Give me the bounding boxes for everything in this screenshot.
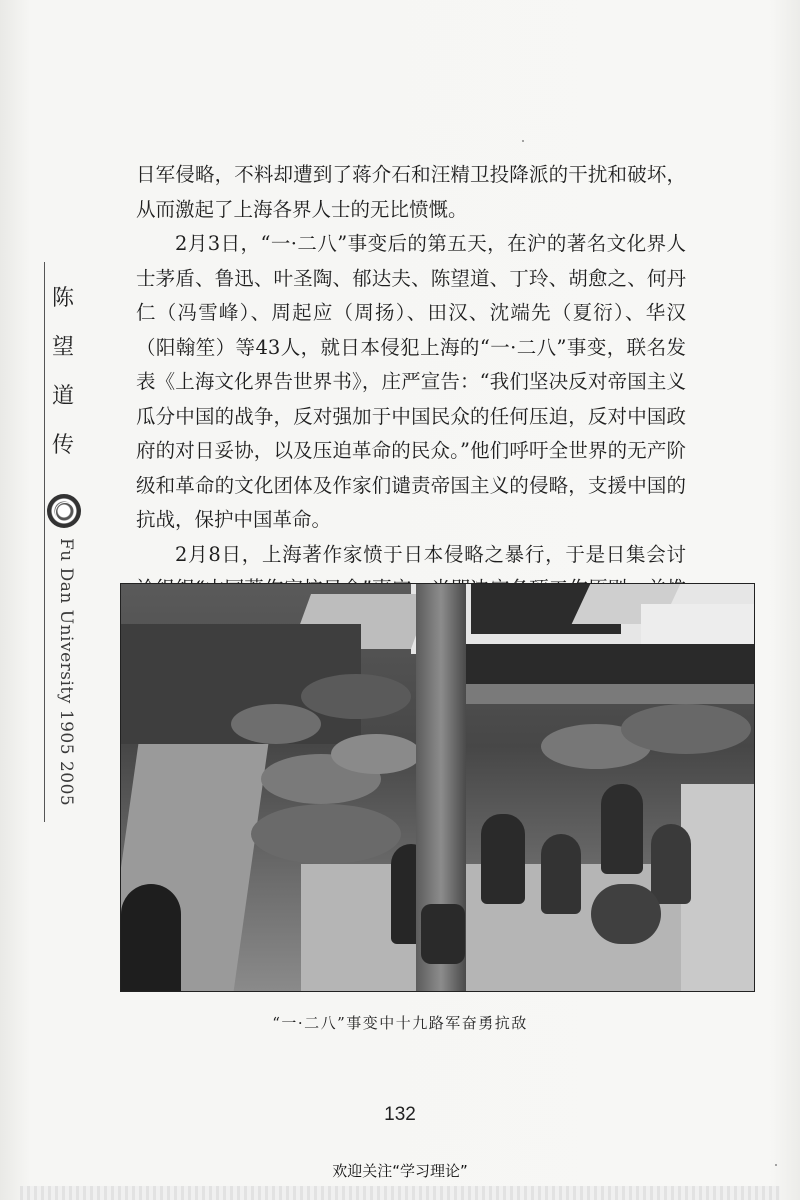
- sidebar-title-char: 道: [51, 384, 74, 409]
- sidebar-book-title: [48, 288, 78, 484]
- paragraph: 2月8日，上海著作家愤于日本侵略之暴行，于是日集会讨: [175, 542, 686, 566]
- sidebar-title-char: 望: [51, 335, 74, 360]
- body-text: [136, 158, 686, 641]
- sidebar-title-char: 陈: [51, 286, 74, 311]
- paragraph: 日军侵略，不料却遭到了蒋介石和汪精卫投降派的干扰和破坏，从而激起了上海各界人士的无比愤慨。: [136, 163, 686, 221]
- scan-edge: [20, 1186, 780, 1200]
- university-emblem-icon: [47, 494, 81, 528]
- sidebar-title-char: 传: [51, 433, 74, 458]
- sidebar-rule: [44, 262, 45, 822]
- page-number: 132: [384, 1104, 416, 1125]
- sidebar-university-line: Fu Dan University 1905 2005: [56, 538, 76, 807]
- footer-note: 欢迎关注“学习理论”: [332, 1162, 468, 1180]
- paragraph: 2月3日，“一·二八”事变后的第五天，在沪的著名文化界人士茅盾、鲁迅、叶圣陶、郁达夫、陈望道、丁玲、胡愈之、何丹仁（冯雪峰）、周起应（周扬）、田汉、沈端先（夏衍）、华汉（阳翰笙）等43人，就日本侵犯上海的“一·二八”事变，联名发表《上海文化界告世界书》，庄严宣告：“我们坚决反对帝国主义瓜分中国的战争，反对强加于中国民众的任何压迫，反对中国政府的对日妥协，以及压迫革命的民众。”他们呼吁全世界的无产阶级和革命的文化团体及作家们谴责帝国主义的侵略，支援中国的抗战，保护中国革命。: [136, 232, 686, 531]
- historical-photo: [120, 583, 755, 992]
- figure-caption: “一·二八”事变中十九路军奋勇抗敌: [272, 1014, 528, 1032]
- scan-speck: [522, 140, 524, 142]
